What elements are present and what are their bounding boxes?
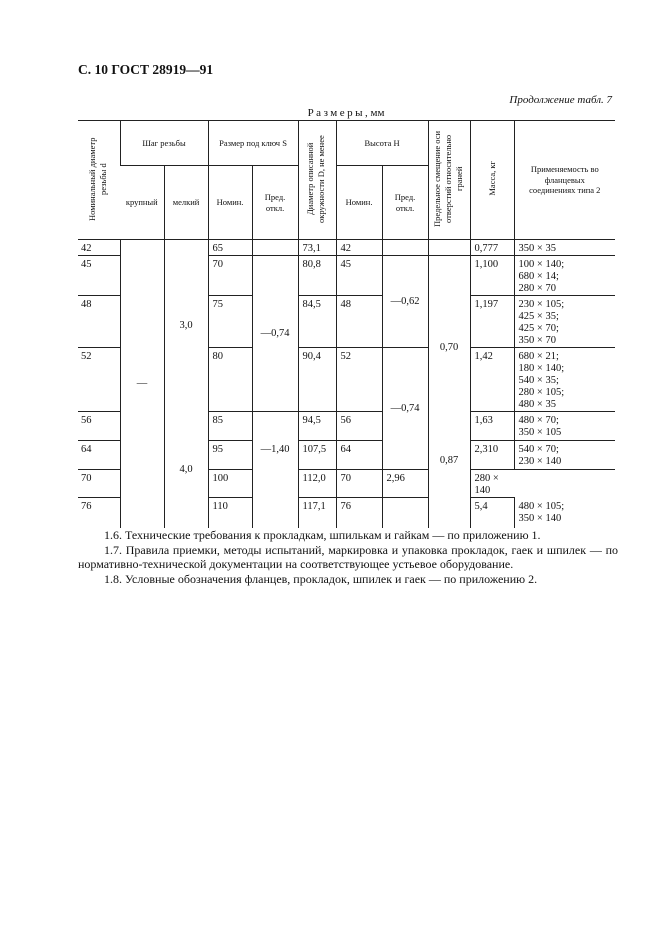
cell-h-nom: 76 bbox=[336, 498, 382, 528]
cell-h-nom: 42 bbox=[336, 240, 382, 256]
note-1-7: 1.7. Правила приемки, методы испытаний, маркировка и упаковка прокладок, гаек и шпилек — по нормативно-технической документации на соответствующее устьевое оборудование. bbox=[78, 542, 618, 571]
cell-fine-pitch: 4,0 bbox=[164, 412, 208, 528]
units-caption bbox=[78, 107, 614, 119]
cell-s-tol-empty bbox=[252, 240, 298, 256]
cell-circ-diam: 112,0 bbox=[298, 470, 336, 498]
cell-circ-diam: 107,5 bbox=[298, 441, 336, 470]
cell-offset-empty bbox=[428, 240, 470, 256]
header-nominal-diameter bbox=[78, 121, 120, 240]
header-height: Высота H bbox=[336, 121, 428, 166]
header-nominal-diameter-text: Номинальный диаметр резьбы d bbox=[86, 136, 108, 221]
cell-h-tol: —0,62 bbox=[382, 256, 428, 348]
cell-circ-diam: 80,8 bbox=[298, 256, 336, 296]
header-circumscribed-diameter-text: Диаметр описанной окружности D, не менее bbox=[305, 134, 327, 223]
cell-mass: 1,63 bbox=[470, 412, 514, 441]
header-mass bbox=[470, 121, 514, 240]
units-label: Размеры bbox=[307, 107, 365, 119]
cell-offset: 0,70 bbox=[428, 256, 470, 441]
cell-circ-diam: 84,5 bbox=[298, 296, 336, 348]
cell-s-nom: 100 bbox=[208, 470, 252, 498]
cell-h-nom: 45 bbox=[336, 256, 382, 296]
cell-mass: 1,42 bbox=[470, 348, 514, 412]
cell-h-tol-empty bbox=[382, 240, 428, 256]
table-continuation-label: Продолжение табл. 7 bbox=[509, 94, 612, 106]
cell-d: 52 bbox=[78, 348, 120, 412]
header-h-tol: Пред. откл. bbox=[382, 166, 428, 240]
cell-fine-pitch: 3,0 bbox=[164, 240, 208, 412]
cell-s-nom: 110 bbox=[208, 498, 252, 528]
app-line: 540 × 70; bbox=[518, 444, 559, 455]
cell-s-tol: —0,74 bbox=[252, 256, 298, 412]
cell-mass: 5,4 bbox=[470, 498, 514, 528]
app-line: 230 × 105; bbox=[518, 299, 565, 310]
header-thread-pitch: Шаг резьбы bbox=[120, 121, 208, 166]
cell-app bbox=[470, 470, 514, 498]
cell-app bbox=[514, 441, 615, 470]
header-s-tol: Пред. откл. bbox=[252, 166, 298, 240]
units-suffix: , мм bbox=[365, 107, 385, 119]
app-line: 100 × 140; bbox=[518, 259, 565, 270]
cell-mass: 2,310 bbox=[470, 441, 514, 470]
cell-d: 56 bbox=[78, 412, 120, 441]
cell-s-nom: 65 bbox=[208, 240, 252, 256]
app-line: 680 × 21; bbox=[518, 351, 559, 362]
dimensions-table bbox=[78, 120, 615, 528]
header-mass-text: Масса, кг bbox=[486, 161, 497, 196]
cell-d: 48 bbox=[78, 296, 120, 348]
cell-coarse-pitch: — bbox=[120, 240, 164, 528]
cell-circ-diam: 117,1 bbox=[298, 498, 336, 528]
note-1-6: 1.6. Технические требования к прокладкам, шпилькам и гайкам — по приложению 1. bbox=[104, 528, 541, 542]
cell-h-nom: 64 bbox=[336, 441, 382, 470]
header-s-nom: Номин. bbox=[208, 166, 252, 240]
cell-mass: 1,197 bbox=[470, 296, 514, 348]
cell-app bbox=[514, 412, 615, 441]
cell-d: 70 bbox=[78, 470, 120, 498]
cell-app bbox=[514, 256, 615, 296]
header-h-nom: Номин. bbox=[336, 166, 382, 240]
cell-app bbox=[514, 348, 615, 412]
cell-circ-diam: 94,5 bbox=[298, 412, 336, 441]
cell-h-tol: —0,74 bbox=[382, 348, 428, 470]
cell-d: 76 bbox=[81, 501, 92, 512]
header-pitch-fine: мелкий bbox=[164, 166, 208, 240]
cell-mass: 2,96 bbox=[382, 470, 428, 498]
cell-s-nom: 75 bbox=[208, 296, 252, 348]
app-line: 425 × 35; bbox=[518, 311, 559, 322]
cell-h-nom: 48 bbox=[336, 296, 382, 348]
header-offset bbox=[428, 121, 470, 240]
page-header: С. 10 ГОСТ 28919—91 bbox=[78, 62, 214, 77]
cell-s-nom: 85 bbox=[208, 412, 252, 441]
cell-d: 42 bbox=[78, 240, 120, 256]
cell-s-tol: —1,40 bbox=[252, 412, 298, 528]
app-line: 480 × 70; bbox=[518, 415, 559, 426]
app-line: 425 × 70; bbox=[518, 323, 559, 334]
cell-h-tol-empty bbox=[382, 498, 428, 528]
app-line: 280 × 105; bbox=[518, 387, 565, 398]
table-row bbox=[78, 240, 615, 256]
note-1-8: 1.8. Условные обозначения фланцев, прокладок, шпилек и гаек — по приложению 2. bbox=[104, 571, 538, 586]
cell-circ-diam: 90,4 bbox=[298, 348, 336, 412]
cell-app bbox=[514, 240, 615, 256]
cell-h-nom: 52 bbox=[336, 348, 382, 412]
app-line: 350 × 70 bbox=[518, 335, 556, 346]
cell-s-nom: 70 bbox=[208, 256, 252, 296]
header-offset-text: Предельное смещение оси отверстий относительно граней bbox=[432, 130, 465, 227]
cell-s-nom: 80 bbox=[208, 348, 252, 412]
app-line: 280 × 140 bbox=[474, 473, 499, 496]
app-line: 180 × 140; bbox=[518, 363, 565, 374]
app-line: 350 × 35 bbox=[518, 243, 556, 254]
app-line: 480 × 35 bbox=[518, 399, 556, 410]
app-line: 230 × 140 bbox=[518, 456, 562, 467]
cell-app bbox=[514, 498, 615, 528]
header-wrench-size: Размер под ключ S bbox=[208, 121, 298, 166]
header-applicability: Применяемость во фланцевых соединениях типа 2 bbox=[514, 121, 615, 240]
header-circumscribed-diameter bbox=[298, 121, 336, 240]
cell-app bbox=[514, 296, 615, 348]
cell-h-nom: 56 bbox=[336, 412, 382, 441]
cell-h-nom: 70 bbox=[336, 470, 382, 498]
cell-d: 64 bbox=[78, 441, 120, 470]
app-line: 680 × 14; bbox=[518, 271, 559, 282]
app-line: 350 × 105 bbox=[518, 427, 562, 438]
cell-mass: 0,777 bbox=[470, 240, 514, 256]
notes-section bbox=[78, 528, 618, 586]
cell-circ-diam: 73,1 bbox=[298, 240, 336, 256]
app-line: 540 × 35; bbox=[518, 375, 559, 386]
app-line: 350 × 140 bbox=[518, 512, 562, 524]
cell-d: 45 bbox=[78, 256, 120, 296]
app-line: 280 × 70 bbox=[518, 283, 556, 294]
cell-mass: 1,100 bbox=[470, 256, 514, 296]
app-line: 480 × 105; bbox=[518, 500, 565, 512]
header-pitch-coarse: крупный bbox=[120, 166, 164, 240]
cell-offset: 0,87 bbox=[428, 441, 470, 528]
cell-s-nom: 95 bbox=[208, 441, 252, 470]
